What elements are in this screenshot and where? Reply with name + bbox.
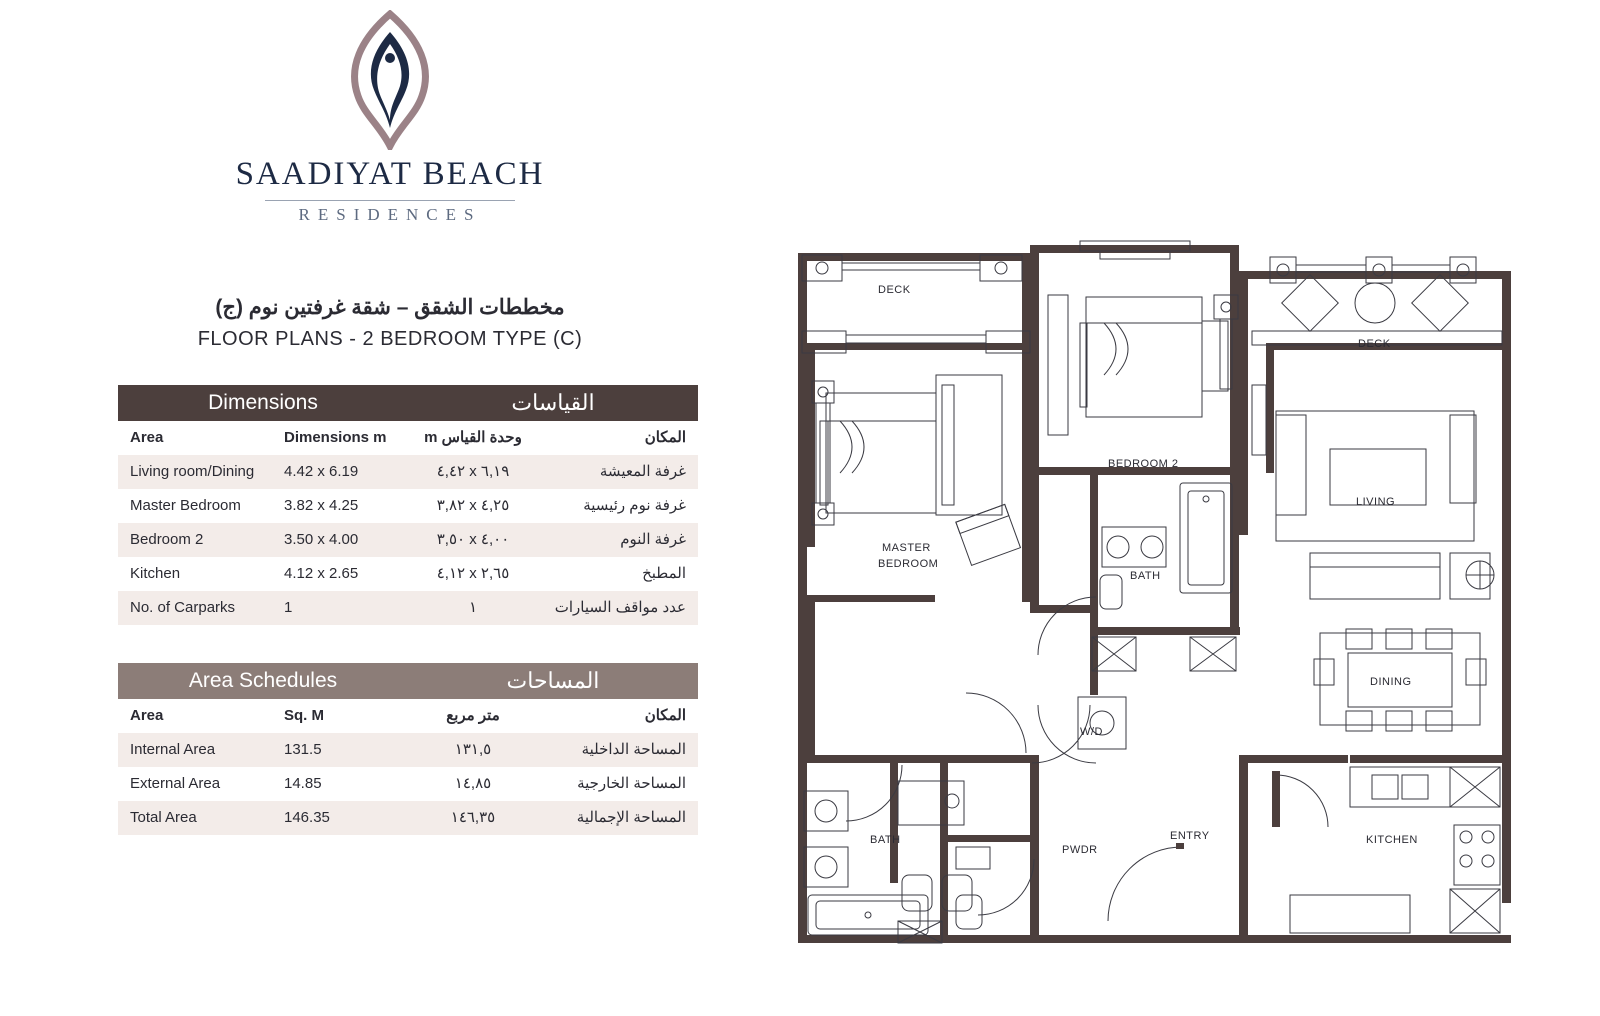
cell-value-en: 131.5 [284, 741, 322, 758]
dimensions-title-ar: القياسات [408, 385, 698, 421]
area-schedules-table [118, 663, 698, 835]
cell-value-en: 4.12 x 2.65 [284, 565, 359, 582]
cell-area-en: No. of Carparks [130, 599, 236, 616]
cell-value-ar: ١٤٦,٣٥ [450, 809, 496, 826]
label-living: LIVING [1356, 496, 1396, 508]
cell-area-ar: غرفة النوم [620, 531, 686, 548]
label-bath-upper: BATH [1130, 570, 1161, 582]
cell-value-en: 1 [284, 599, 293, 616]
col-head-area-en: Area [130, 707, 164, 724]
label-kitchen: KITCHEN [1366, 834, 1418, 846]
cell-value-ar: ١٣١,٥ [454, 741, 492, 758]
table-row [118, 489, 698, 523]
cell-value-en: 3.50 x 4.00 [284, 531, 359, 548]
brand-divider [265, 200, 515, 201]
table-row [118, 455, 698, 489]
col-head-value-en: Sq. M [284, 707, 324, 724]
cell-area-ar: المساحة الخارجية [577, 775, 686, 792]
table-header-row [118, 699, 698, 733]
page-title-english: FLOOR PLANS - 2 BEDROOM TYPE (C) [197, 328, 583, 350]
cell-value-en: 14.85 [284, 775, 322, 792]
page-title-arabic: مخططات الشقق – شقة غرفتين نوم (ج) [215, 296, 565, 319]
cell-area-en: Bedroom 2 [130, 531, 204, 548]
room-labels [870, 284, 1418, 856]
cell-value-en: 146.35 [284, 809, 330, 826]
label-master-line2: BEDROOM [878, 558, 939, 570]
cell-value-ar: ١٤,٨٥ [454, 775, 492, 792]
cell-area-en: Total Area [130, 809, 197, 826]
cell-area-ar: غرفة المعيشة [599, 463, 686, 480]
cell-value-en: 3.82 x 4.25 [284, 497, 359, 514]
cell-area-ar: عدد مواقف السيارات [554, 599, 686, 616]
schedules-title-ar: المساحات [408, 663, 698, 699]
cell-area-en: Kitchen [130, 565, 181, 582]
label-dining: DINING [1370, 676, 1412, 688]
col-head-area-ar: المكان [644, 429, 686, 446]
brand-subtitle: RESIDENCES [298, 205, 482, 224]
col-head-value-ar: وحدة القياس m [424, 429, 522, 446]
cell-area-en: Living room/Dining [130, 463, 255, 480]
table-row [118, 523, 698, 557]
cell-area-en: Master Bedroom [130, 497, 241, 514]
floor-plan-drawing [790, 235, 1520, 945]
table-row [118, 801, 698, 835]
cell-value-ar: ٤,٠٠ x ٣,٥٠ [436, 531, 510, 548]
dimensions-table [118, 385, 698, 625]
label-entry: ENTRY [1170, 830, 1210, 842]
cell-area-ar: المساحة الإجمالية [576, 809, 686, 826]
cell-value-en: 4.42 x 6.19 [284, 463, 359, 480]
cell-value-ar: ١ [468, 599, 478, 616]
cell-area-en: External Area [130, 775, 221, 792]
col-head-value-ar: متر مربع [446, 707, 500, 724]
label-deck-right: DECK [1358, 338, 1391, 350]
table-row [118, 557, 698, 591]
cell-area-ar: غرفة نوم رئيسية [583, 497, 686, 514]
cell-area-ar: المساحة الداخلية [581, 741, 686, 758]
dimensions-title-en: Dimensions [118, 385, 408, 421]
cell-value-ar: ٤,٢٥ x ٣,٨٢ [436, 497, 510, 514]
table-header-row [118, 421, 698, 455]
col-head-area-en: Area [130, 429, 164, 446]
label-master-line1: MASTER [882, 542, 931, 554]
label-bedroom-2: BEDROOM 2 [1108, 458, 1179, 470]
table-row [118, 767, 698, 801]
brand-logo [110, 10, 670, 225]
cell-area-ar: المطبخ [642, 565, 686, 582]
cell-area-en: Internal Area [130, 741, 216, 758]
table-row [118, 733, 698, 767]
table-row [118, 591, 698, 625]
col-head-value-en: Dimensions m [284, 429, 387, 446]
cell-value-ar: ٢,٦٥ x ٤,١٢ [436, 565, 510, 582]
schedules-title-en: Area Schedules [118, 663, 408, 699]
info-panel [0, 0, 760, 1016]
col-head-area-ar: المكان [644, 707, 686, 724]
brand-name: SAADIYAT BEACH [235, 156, 545, 192]
label-deck-left: DECK [878, 284, 911, 296]
cell-value-ar: ٦,١٩ x ٤,٤٢ [436, 463, 510, 480]
flame-leaf-logo-icon [330, 10, 450, 150]
label-bath-lower: BATH [870, 834, 901, 846]
label-powder: PWDR [1062, 844, 1098, 856]
label-washer-dryer: W/D [1080, 726, 1103, 738]
